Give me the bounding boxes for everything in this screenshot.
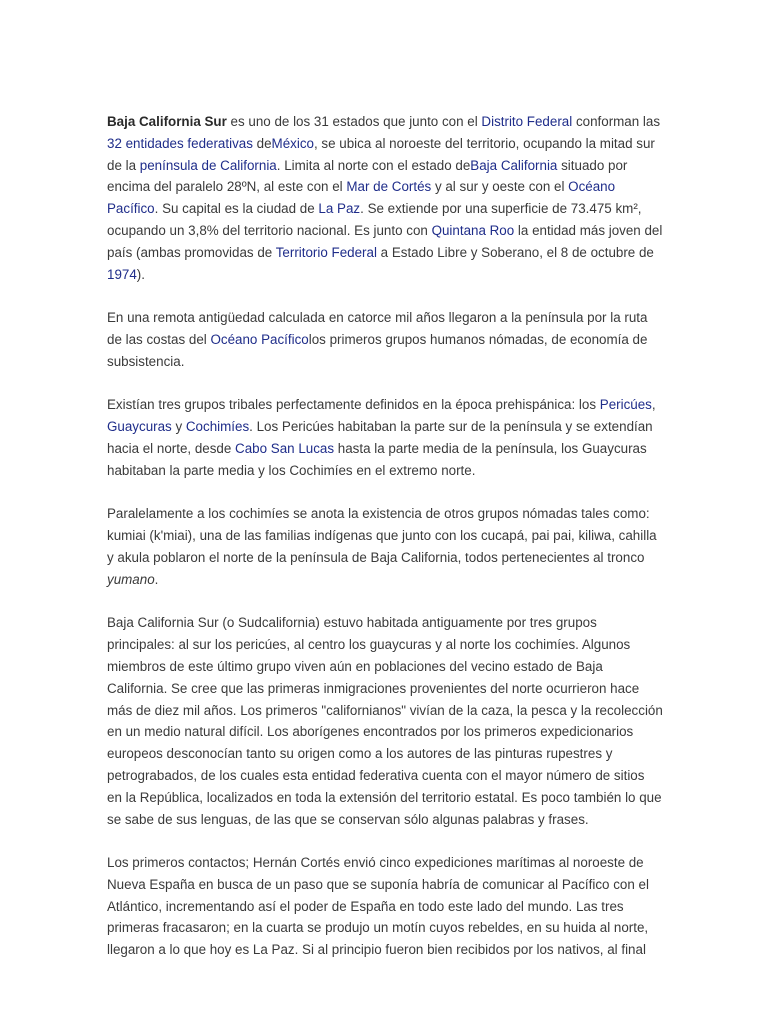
link-quintana-roo[interactable]: Quintana Roo <box>431 222 515 238</box>
text: los primeros grupos humanos nómadas, de economía de subsistencia. <box>107 331 648 369</box>
text: En una remota antigüedad calculada en catorce mil años llegaron a la península por la ruta de las costas del <box>107 310 648 347</box>
text: conforman las <box>572 114 661 129</box>
text: . Los Pericúes habitaban la parte sur de la península y se extendían hacia el norte, desde <box>107 419 653 456</box>
paragraph-nomadas <box>107 503 663 590</box>
link-territorio-federal[interactable]: Territorio Federal <box>275 244 377 260</box>
text: a Estado Libre y Soberano, el 8 de octubre de <box>376 244 654 260</box>
paragraph-intro <box>107 111 663 285</box>
text: , se ubica al noroeste del territorio, ocupando la mitad sur de la <box>107 135 655 173</box>
link-la-paz[interactable]: La Paz <box>318 201 361 217</box>
paragraph-grupos-tribales <box>107 394 663 481</box>
term-baja-california-sur: Baja California Sur <box>107 114 227 129</box>
text: la entidad más joven del país (ambas promovidas de <box>107 222 663 260</box>
text: Baja California Sur (o Sudcalifornia) estuvo habitada antiguamente por tres grupos principales: al sur los pericúes, al centro los guaycuras y al norte los cochimíes. Algunos miembros de este último grupo viven aún en poblaciones del vecino estado de Baja California. Se cree que las primeras inmigraciones provenientes del norte ocurrieron hace más de diez mil años. Los primeros "californianos" vivían de la caza, la pesca y la recolección en un medio natural difícil. Los aborígenes encontrados por los primeros expedicionarios europeos desconocían tanto su origen como a los autores de las pinturas rupestres y petrograbados, de los cuales esta entidad federativa cuenta con el mayor número de sitios en la República, localizados en toda la extensión del territorio estatal. Es poco también lo que se sabe de sus lenguas, de las que se conservan sólo algunas palabras y frases. <box>107 615 663 827</box>
link-32-entidades-federativas[interactable]: 32 entidades federativas <box>107 135 253 151</box>
link-1974[interactable]: 1974 <box>107 266 137 282</box>
link-oceano-pacifico[interactable]: Océano Pacífico <box>107 179 616 217</box>
link-baja-california[interactable]: Baja California <box>470 157 558 173</box>
text: Existían tres grupos tribales perfectamente definidos en la época prehispánica: los <box>107 397 600 413</box>
term-yumano: yumano <box>107 571 155 587</box>
paragraph-sudcalifornia <box>107 612 663 830</box>
text: . Se extiende por una superficie de 73.475 km², ocupando un 3,8% del territorio nacional. Es junto con <box>107 201 642 238</box>
link-mexico[interactable]: México <box>271 135 314 151</box>
link-distrito-federal[interactable]: Distrito Federal <box>481 114 573 129</box>
text: y al sur y oeste con el <box>431 179 569 195</box>
link-cochimies[interactable]: Cochimíes <box>185 419 250 435</box>
text: , <box>651 397 656 413</box>
text: de <box>252 135 272 151</box>
link-oceano-pacifico-2[interactable]: Océano Pacífico <box>210 331 309 347</box>
link-cabo-san-lucas[interactable]: Cabo San Lucas <box>235 440 335 456</box>
text: . Su capital es la ciudad de <box>154 201 319 217</box>
document-body <box>107 111 663 961</box>
text: Los primeros contactos; Hernán Cortés envió cinco expediciones marítimas al noroeste de Nueva España en busca de un paso que se suponía habría de comunicar al Pacífico con el Atlántico, incrementando así el poder de España en todo este lado del mundo. Las tres primeras fracasaron; en la cuarta se produjo un motín cuyos rebeldes, en su huida al norte, llegaron a lo que hoy es La Paz. Si al principio fueron bien recibidos por los nativos, al final <box>107 855 649 958</box>
link-mar-de-cortes[interactable]: Mar de Cortés <box>346 179 432 195</box>
text: situado por encima del paralelo 28ºN, al este con el <box>107 157 628 195</box>
link-pericues[interactable]: Pericúes <box>599 397 652 413</box>
text: . <box>154 571 159 587</box>
text: ). <box>136 266 145 282</box>
text: es uno de los 31 estados que junto con el <box>226 114 482 129</box>
link-guaycuras[interactable]: Guaycuras <box>107 419 172 435</box>
link-peninsula-de-california[interactable]: península de California <box>139 157 277 173</box>
text: y <box>171 419 186 435</box>
paragraph-primeros-contactos <box>107 852 663 961</box>
text: hasta la parte media de la península, los Guaycuras habitaban la parte media y los Cochimíes en el extremo norte. <box>107 440 647 478</box>
paragraph-antiguedad <box>107 307 663 372</box>
text: . Limita al norte con el estado de <box>276 157 471 173</box>
text: Paralelamente a los cochimíes se anota la existencia de otros grupos nómadas tales como: kumiai (k'miai), una de las familias indígenas que junto con los cucapá, pai pai, kiliwa, cahilla y akula poblaron el norte de la península de Baja California, todos pertenecientes al tronco <box>107 506 657 565</box>
